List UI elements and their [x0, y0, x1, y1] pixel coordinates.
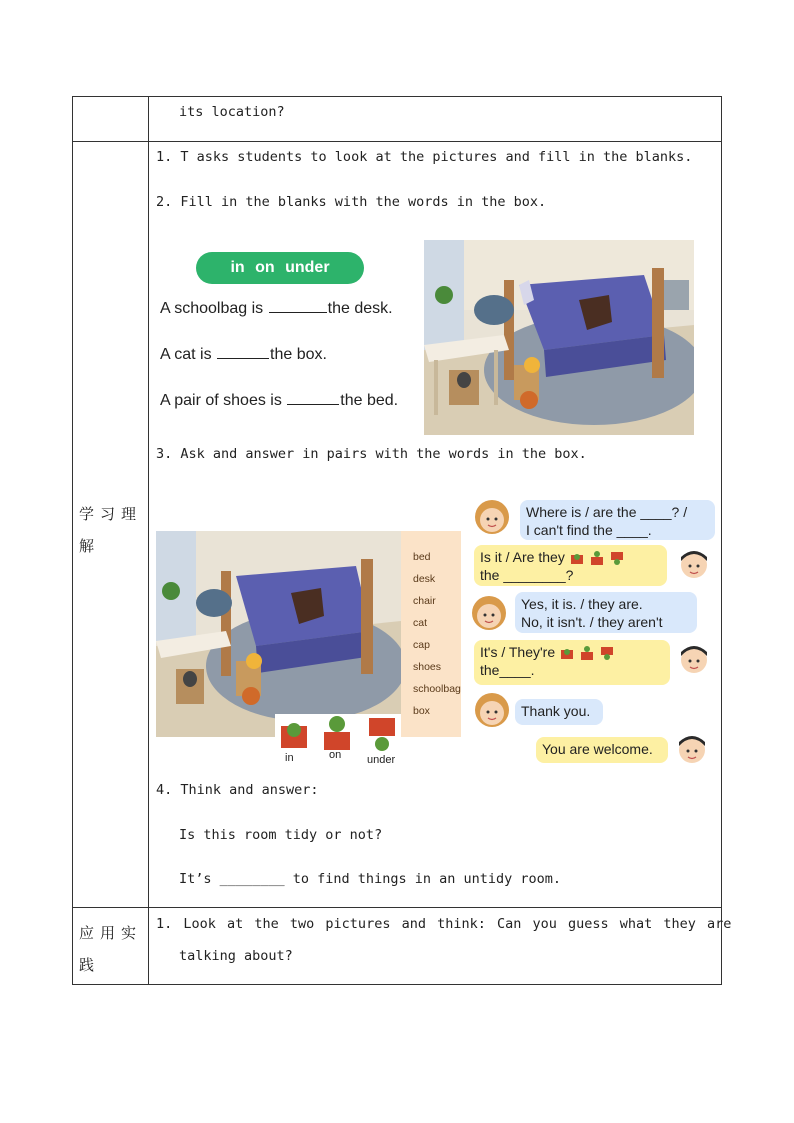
bedroom-illustration — [424, 240, 694, 435]
row2-label: 学习理解 — [79, 505, 143, 555]
speech-bubble-1 — [520, 500, 715, 540]
prep-label-in: in — [285, 752, 294, 764]
word-list-item: bed — [413, 551, 431, 563]
word-list-item: chair — [413, 595, 436, 607]
word-list-item: box — [413, 705, 430, 717]
bubble-1-line-2: I can't find the ____. — [526, 522, 652, 538]
girl-avatar-icon — [474, 692, 510, 728]
boy-avatar-icon — [676, 545, 712, 581]
bubble-2-line-1: Is it / Are they — [480, 548, 661, 566]
prep-label-under: under — [367, 754, 396, 766]
step-1: 1. T asks students to look at the pictures and fill in the blanks. — [156, 149, 693, 165]
preposition-boxes-icon — [275, 714, 401, 752]
word-list-item: schoolbag — [413, 683, 461, 695]
bubble-4-line-1: It's / They're — [480, 643, 664, 661]
bubble-3-line-2: No, it isn't. / they aren't — [521, 614, 663, 630]
word-list-item: cat — [413, 617, 428, 629]
row3-label: 应用实践 — [79, 924, 143, 974]
speech-bubble-4 — [474, 640, 670, 685]
question-1: Is this room tidy or not? — [179, 827, 383, 843]
preposition-pictograms — [275, 714, 401, 766]
speech-bubble-3 — [515, 592, 697, 633]
row-divider — [73, 141, 721, 142]
bubble-4-line-2: the____. — [480, 662, 535, 678]
row-divider — [73, 907, 721, 908]
bubble-2-line-2: the ________? — [480, 567, 574, 583]
step-2: 2. Fill in the blanks with the words in the box. — [156, 194, 547, 210]
girl-avatar-icon — [474, 499, 510, 535]
boy-avatar-icon — [676, 640, 712, 676]
row3-line-1: 1. Look at the two pictures and think: Can you guess what they are — [156, 916, 732, 932]
row1-text: its location? — [179, 104, 285, 120]
sentence-2: A cat is the box. — [160, 346, 327, 363]
speech-bubble-6: You are welcome. — [536, 737, 668, 763]
bubble-1-line-1: Where is / are the ____? / — [526, 504, 688, 520]
word-list — [401, 531, 461, 737]
word-list-item: desk — [413, 573, 436, 585]
mini-preposition-icon — [569, 551, 629, 565]
word-list-item: cap — [413, 639, 430, 651]
sentence-3: A pair of shoes is the bed. — [160, 392, 399, 409]
step-3: 3. Ask and answer in pairs with the words in the box. — [156, 446, 587, 462]
speech-bubble-2 — [474, 545, 667, 586]
prep-label-on: on — [329, 749, 342, 761]
row3-line-2: talking about? — [179, 948, 293, 964]
word-box-pill: in on under — [196, 252, 364, 284]
step-4: 4. Think and answer: — [156, 782, 319, 798]
girl-avatar-icon — [471, 595, 507, 631]
word-list-item: shoes — [413, 661, 442, 673]
boy-avatar-icon — [674, 730, 710, 766]
bedroom-illustration-2 — [156, 531, 401, 737]
speech-bubble-5: Thank you. — [515, 699, 603, 725]
mini-preposition-icon — [559, 646, 619, 660]
sentence-1: A schoolbag is the desk. — [160, 300, 393, 317]
bubble-3-line-1: Yes, it is. / they are. — [521, 596, 643, 612]
question-2: It’s ________ to find things in an untidy room. — [179, 871, 562, 887]
